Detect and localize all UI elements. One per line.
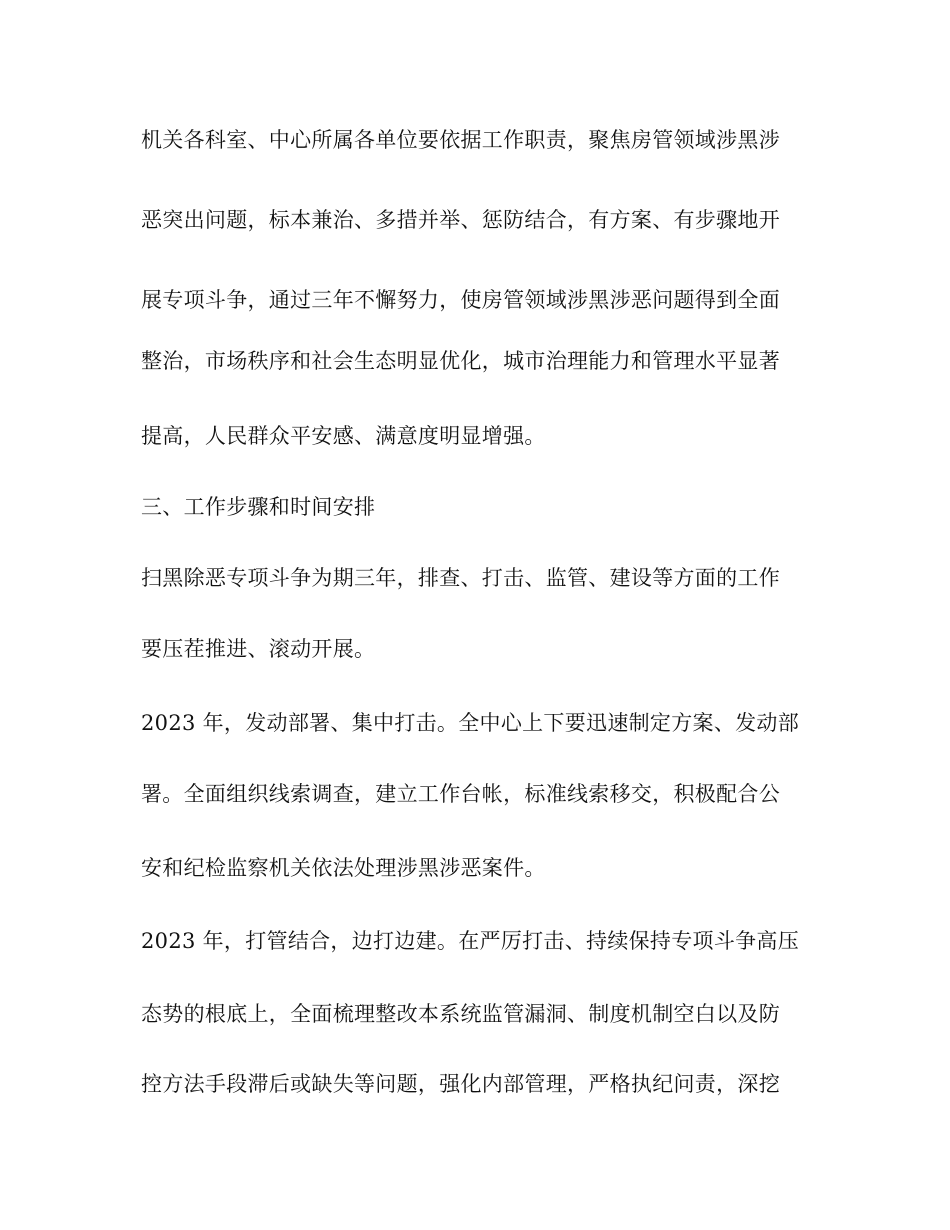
paragraph-2-line-1: 扫黑除恶专项斗争为期三年，排查、打击、监管、建设等方面的工作	[141, 566, 780, 590]
paragraph-1-line-1: 机关各科室、中心所属各单位要依据工作职责，聚焦房管领域涉黑涉	[141, 128, 780, 152]
paragraph-4-line-1: 2023 年，打管结合，边打边建。在严厉打击、持续保持专项斗争高压	[141, 929, 800, 953]
paragraph-3-line-1: 2023 年，发动部署、集中打击。全中心上下要迅速制定方案、发动部	[141, 711, 800, 735]
paragraph-3-line-3: 安和纪检监察机关依法处理涉黑涉恶案件。	[141, 856, 546, 880]
paragraph-4-line-3: 控方法手段滞后或缺失等问题，强化内部管理，严格执纪问责，深挖	[141, 1072, 780, 1096]
paragraph-1-line-5: 提高，人民群众平安感、满意度明显增强。	[141, 424, 546, 448]
paragraph-1-line-4: 整治，市场秩序和社会生态明显优化，城市治理能力和管理水平显著	[141, 349, 780, 373]
paragraph-2-line-2: 要压茬推进、滚动开展。	[141, 637, 376, 661]
paragraph-3-line-2: 署。全面组织线索调查，建立工作台帐，标准线索移交，积极配合公	[141, 782, 780, 806]
paragraph-4-line-2: 态势的根底上，全面梳理整改本系统监管漏洞、制度机制空白以及防	[141, 1002, 780, 1026]
paragraph-1-line-3: 展专项斗争，通过三年不懈努力，使房管领域涉黑涉恶问题得到全面	[141, 288, 780, 312]
paragraph-1-line-2: 恶突出问题，标本兼治、多措并举、惩防结合，有方案、有步骤地开	[141, 208, 780, 232]
section-heading: 三、工作步骤和时间安排	[141, 495, 376, 519]
